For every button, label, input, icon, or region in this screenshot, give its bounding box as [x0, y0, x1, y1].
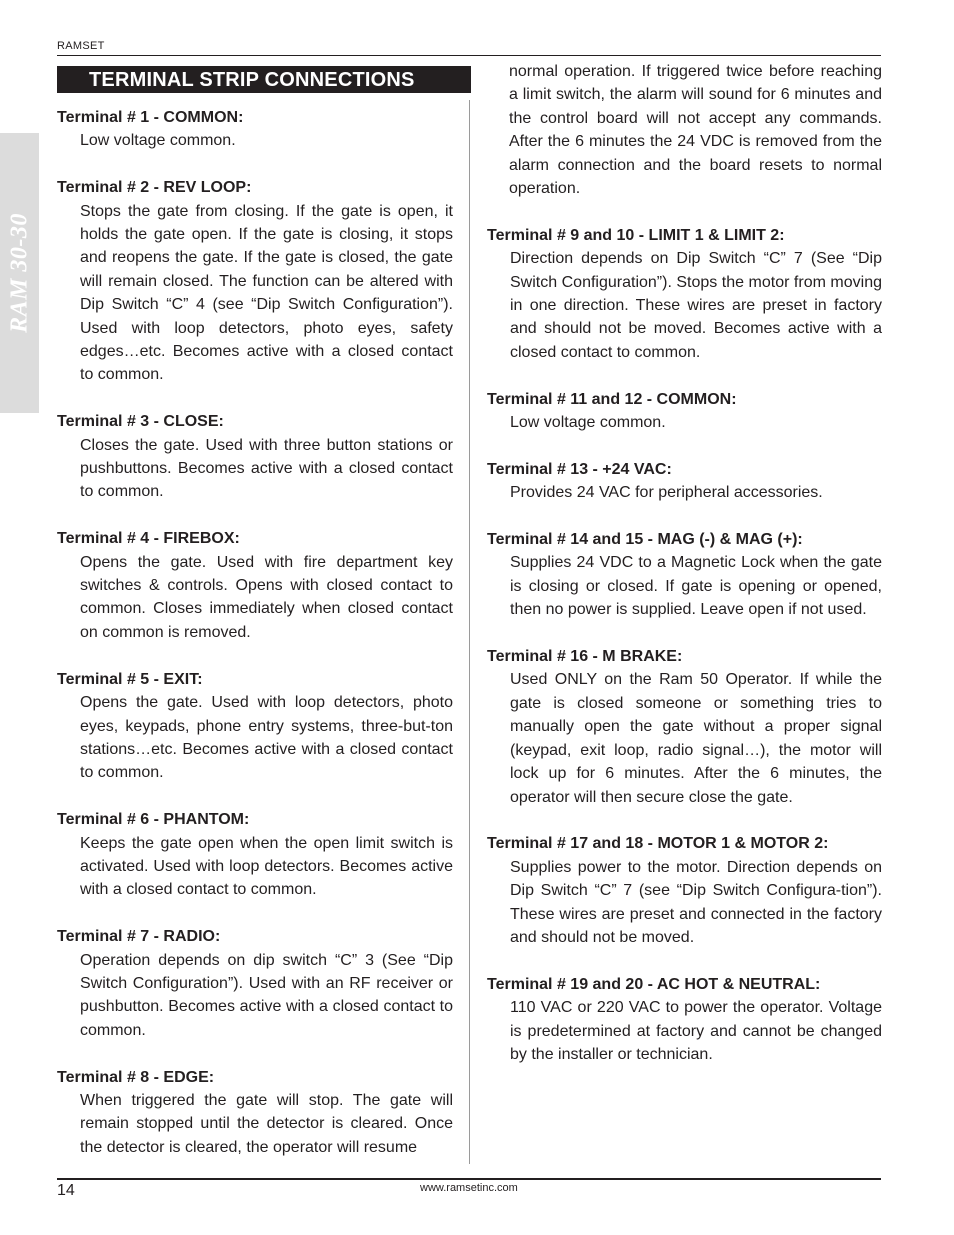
right-column — [487, 60, 882, 1090]
terminal-entry — [487, 528, 882, 622]
terminal-entry — [487, 388, 882, 435]
terminal-description: Low voltage common. — [510, 414, 666, 432]
terminal-description: Low voltage common. — [80, 132, 236, 150]
side-tab-label: RAM 30-30 — [6, 213, 32, 333]
terminal-description: Closes the gate. Used with three button stations or pushbuttons. Becomes active with a closed contact to common. — [80, 436, 453, 501]
terminal-heading: Terminal # 2 - REV LOOP: — [57, 179, 252, 197]
column-divider — [469, 100, 470, 1164]
terminal-description: 110 VAC or 220 VAC to power the operator. Voltage is predetermined at factory and cannot be changed by the installer or technician. — [510, 999, 882, 1063]
terminal-entry — [57, 106, 453, 153]
terminal-entry — [57, 410, 453, 504]
terminal-heading: Terminal # 9 and 10 - LIMIT 1 & LIMIT 2: — [487, 226, 785, 244]
footer-divider — [57, 1178, 881, 1180]
side-tab — [0, 133, 39, 413]
terminal-description: Keeps the gate open when the open limit switch is activated. Used with loop detectors. Becomes active with a closed contact to common. — [80, 834, 453, 899]
left-column — [57, 106, 453, 1183]
section-banner: TERMINAL STRIP CONNECTIONS — [57, 66, 471, 93]
terminal-description: Supplies 24 VDC to a Magnetic Lock when the gate is closing or closed. If gate is opening or opened, then no power is supplied. Leave open if not used. — [510, 554, 882, 619]
terminal-description: Opens the gate. Used with fire department key switches & controls. Opens with closed contact to common. Closes immediately when closed contact on common is removed. — [80, 553, 453, 641]
continued-text: normal operation. If triggered twice before reaching a limit switch, the alarm will sound for 6 minutes and the control board will not accept any commands. After the 6 minutes the 24 VDC is removed from the alarm connection and the board resets to normal operation. — [509, 63, 882, 198]
terminal-heading: Terminal # 16 - M BRAKE: — [487, 648, 683, 666]
terminal-description: Supplies power to the motor. Direction depends on Dip Switch “C” 7 (see “Dip Switch Configura-tion”). These wires are preset and connected in the factory and should not be moved. — [510, 858, 882, 946]
terminal-entry — [57, 527, 453, 644]
header-divider — [57, 55, 881, 56]
terminal-description: Opens the gate. Used with loop detectors, photo eyes, keypads, phone entry systems, three-but-ton stations…etc. Becomes active with a closed contact to common. — [80, 694, 453, 782]
terminal-description: Operation depends on dip switch “C” 3 (See “Dip Switch Configuration”). Used with an RF receiver or pushbutton. Becomes active with a closed contact to common. — [80, 951, 453, 1039]
terminal-entry — [487, 973, 882, 1067]
terminal-heading: Terminal # 8 - EDGE: — [57, 1068, 215, 1086]
terminal-description: Used ONLY on the Ram 50 Operator. If while the gate is closed someone or something tries to manually open the gate without a proper signal (keypad, exit loop, radio signal…), the motor will lock up for 6 minutes. After the 6 minutes, the operator will then secure close the gate. — [510, 671, 882, 806]
footer-url: www.ramsetinc.com — [420, 1182, 518, 1194]
terminal-heading: Terminal # 19 and 20 - AC HOT & NEUTRAL: — [487, 975, 821, 993]
terminal-entry — [487, 458, 882, 505]
terminal-heading: Terminal # 4 - FIREBOX: — [57, 530, 240, 548]
terminal-entry — [487, 224, 882, 364]
terminal-entry — [57, 668, 453, 785]
terminal-heading: Terminal # 3 - CLOSE: — [57, 413, 224, 431]
page-number: 14 — [57, 1182, 75, 1199]
terminal-description: When triggered the gate will stop. The gate will remain stopped until the detector is cleared. Once the detector is cleared, the operator will resume — [80, 1091, 453, 1156]
terminal-heading: Terminal # 11 and 12 - COMMON: — [487, 390, 737, 408]
terminal-heading: Terminal # 1 - COMMON: — [57, 109, 244, 126]
terminal-description: Stops the gate from closing. If the gate is open, it holds the gate open. If the gate is closing, it stops and reopens the gate. If the gate is closed, the gate will remain closed. The function can be altered with Dip Switch “C” 4 (see “Dip Switch Configuration”). Used with loop detectors, photo eyes, safety edges…etc. Becomes active with a closed contact to common. — [80, 202, 453, 384]
terminal-heading: Terminal # 17 and 18 - MOTOR 1 & MOTOR 2: — [487, 835, 829, 853]
terminal-entry — [57, 176, 453, 387]
brand-label: RAMSET — [57, 40, 105, 52]
terminal-entry — [57, 925, 453, 1042]
terminal-heading: Terminal # 6 - PHANTOM: — [57, 811, 250, 829]
terminal-entry — [487, 832, 882, 949]
terminal-entry — [57, 808, 453, 902]
terminal-entry — [57, 1066, 453, 1160]
terminal-heading: Terminal # 7 - RADIO: — [57, 928, 221, 946]
terminal-heading: Terminal # 5 - EXIT: — [57, 670, 203, 688]
terminal-description: Direction depends on Dip Switch “C” 7 (See “Dip Switch Configuration”). Stops the motor from moving in one direction. These wires are preset in factory and should not be moved. Becomes active with a closed contact to common. — [510, 250, 882, 361]
terminal-description: Provides 24 VAC for peripheral accessories. — [510, 484, 823, 502]
terminal-entry — [487, 645, 882, 809]
terminal-heading: Terminal # 13 - +24 VAC: — [487, 460, 672, 478]
terminal-heading: Terminal # 14 and 15 - MAG (-) & MAG (+): — [487, 531, 803, 549]
